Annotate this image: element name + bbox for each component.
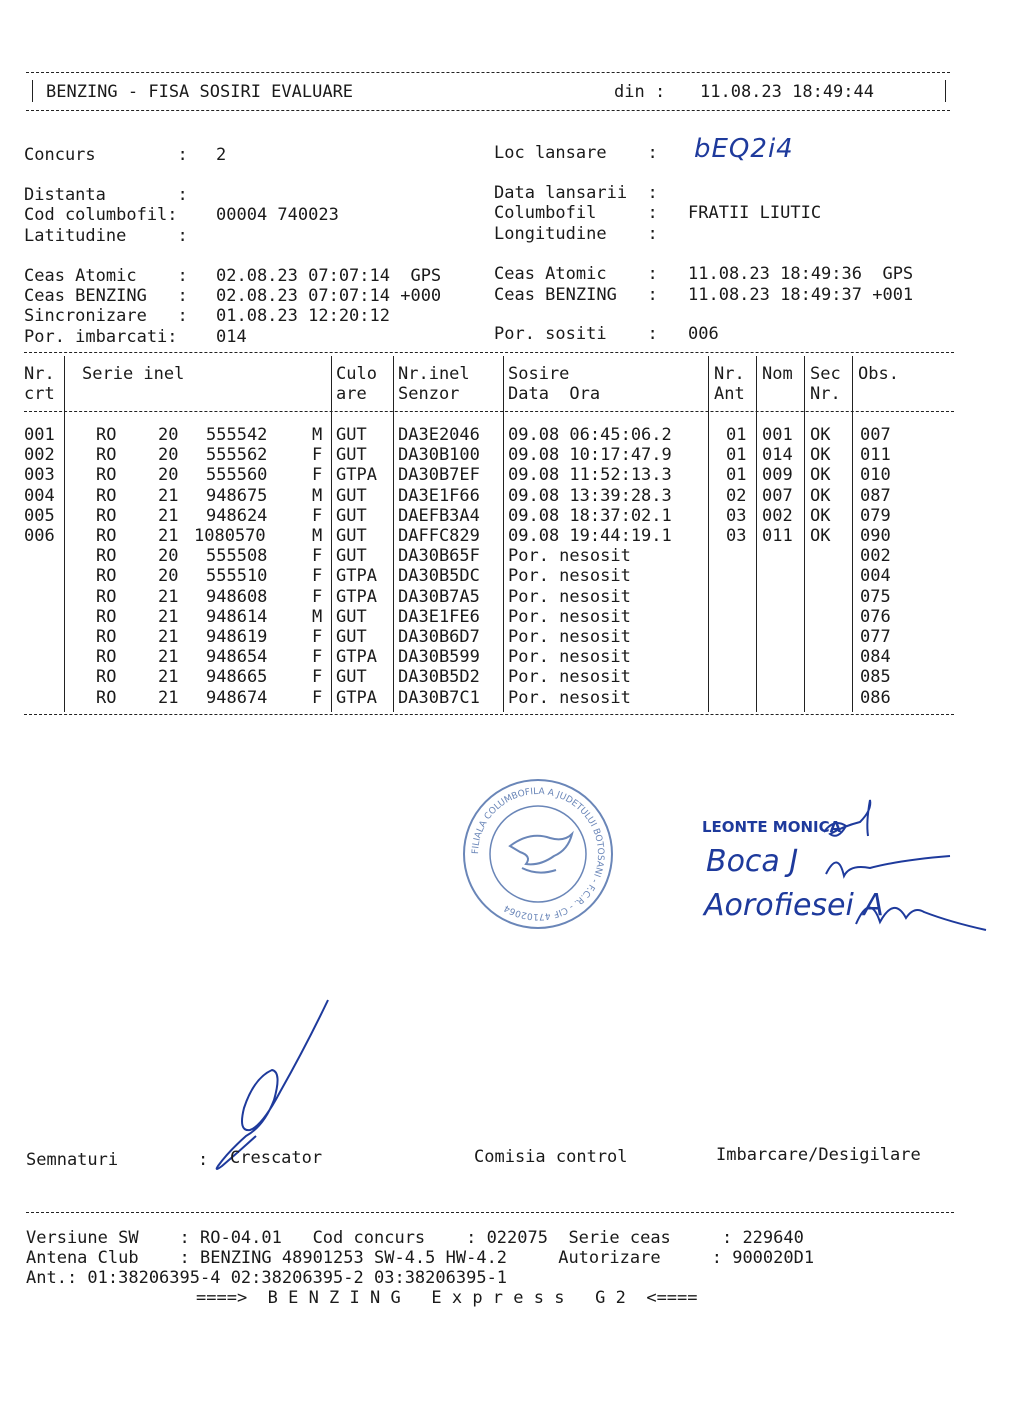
- row-antenna: 01: [726, 425, 747, 445]
- row-country: RO: [96, 445, 117, 466]
- row-arrival: 09.08 10:17:47.9: [508, 445, 672, 466]
- row-country: RO: [96, 667, 117, 688]
- semnaturi-sep: :: [198, 1150, 209, 1170]
- row-sex: F: [312, 647, 323, 668]
- row-year: 21: [158, 687, 179, 708]
- signature-scribble-3: [850, 888, 990, 934]
- row-arrival: Por. nesosit: [508, 566, 631, 587]
- row-arrival: 09.08 19:44:19.1: [508, 526, 672, 546]
- row-sex: M: [312, 526, 323, 546]
- row-sex: F: [312, 566, 323, 587]
- col-serie-header: Serie inel: [82, 364, 185, 384]
- row-arrival: Por. nesosit: [508, 667, 631, 688]
- ceas-atomic-end-label: Ceas Atomic :: [494, 264, 658, 284]
- row-sensor: DA30B6D7: [398, 627, 480, 647]
- row-arrival: Por. nesosit: [508, 687, 631, 708]
- columbofil-value: FRATII LIUTIC: [688, 203, 822, 223]
- row-sensor: DA30B65F: [398, 546, 480, 567]
- loc-lansare-label: Loc lansare :: [494, 143, 658, 163]
- row-color: GUT: [336, 485, 367, 506]
- row-year: 21: [158, 667, 179, 688]
- sincronizare-value: 01.08.23 12:20:12: [216, 306, 390, 326]
- columbofil-label: Columbofil :: [494, 203, 658, 223]
- porumbei-imbarcati-label: Por. imbarcati:: [24, 327, 178, 347]
- row-country: RO: [96, 505, 117, 526]
- row-ring: 555542: [206, 425, 268, 445]
- row-obs: 007: [860, 425, 891, 445]
- footer-line-1: Versiune SW : RO-04.01 Cod concurs : 022075 Serie ceas : 229640: [26, 1228, 804, 1248]
- table-bottom-rule: [24, 714, 954, 715]
- ceas-atomic-start-value: 02.08.23 07:07:14 GPS: [216, 266, 442, 286]
- row-ring: 948619: [206, 627, 268, 647]
- row-year: 20: [158, 445, 179, 466]
- row-sensor: DA30B7C1: [398, 687, 480, 708]
- row-year: 21: [158, 647, 179, 668]
- row-obs: 075: [860, 586, 891, 607]
- row-color: GTPA: [336, 687, 377, 708]
- row-year: 20: [158, 425, 179, 445]
- row-nr: 004: [24, 485, 55, 506]
- row-nr: 005: [24, 505, 55, 526]
- row-ring: 948674: [206, 687, 268, 708]
- row-country: RO: [96, 485, 117, 506]
- row-sex: F: [312, 627, 323, 647]
- row-sensor: DA30B7EF: [398, 465, 480, 486]
- row-sensor: DA3E1F66: [398, 485, 480, 506]
- col-sosire-header-1: Sosire: [508, 364, 570, 384]
- row-color: GTPA: [336, 586, 377, 607]
- row-obs: 077: [860, 627, 891, 647]
- report-title: BENZING - FISA SOSIRI EVALUARE: [46, 82, 354, 102]
- col-senzor-header-1: Nr.inel: [398, 364, 470, 384]
- row-obs: 087: [860, 485, 891, 506]
- col-ant-header-1: Nr.: [714, 364, 745, 384]
- row-nr: 006: [24, 526, 55, 546]
- ceas-benzing-end-label: Ceas BENZING :: [494, 285, 658, 305]
- col-obs-header: Obs.: [858, 364, 899, 384]
- row-color: GUT: [336, 546, 367, 567]
- row-sensor: DA30B5D2: [398, 667, 480, 688]
- row-sensor: DA30B7A5: [398, 586, 480, 607]
- row-country: RO: [96, 586, 117, 607]
- row-color: GUT: [336, 627, 367, 647]
- row-nom: 009: [762, 465, 793, 486]
- row-ring: 555508: [206, 546, 268, 567]
- row-arrival: Por. nesosit: [508, 546, 631, 567]
- row-country: RO: [96, 606, 117, 627]
- col-sep: [503, 356, 504, 712]
- sincronizare-label: Sincronizare :: [24, 306, 188, 326]
- row-sex: F: [312, 465, 323, 486]
- row-country: RO: [96, 546, 117, 567]
- row-country: RO: [96, 526, 117, 546]
- row-nom: 001: [762, 425, 793, 445]
- porumbei-sositi-value: 006: [688, 324, 719, 344]
- col-sep: [393, 356, 394, 712]
- row-sex: M: [312, 606, 323, 627]
- row-sensor: DA30B100: [398, 445, 480, 466]
- porumbei-sositi-label: Por. sositi :: [494, 324, 658, 344]
- row-color: GTPA: [336, 465, 377, 486]
- row-color: GUT: [336, 505, 367, 526]
- row-color: GTPA: [336, 647, 377, 668]
- concurs-label: Concurs :: [24, 145, 188, 165]
- row-color: GUT: [336, 445, 367, 466]
- col-sep: [708, 356, 709, 712]
- row-ring: 555510: [206, 566, 268, 587]
- row-sex: F: [312, 586, 323, 607]
- col-nom-header: Nom: [762, 364, 793, 384]
- imbarcare-desigilare-label: Imbarcare/Desigilare: [716, 1145, 921, 1165]
- row-color: GTPA: [336, 566, 377, 587]
- footer-line-4: ====> B E N Z I N G E x p r e s s G 2 <====: [196, 1288, 698, 1308]
- row-sensor: DA3E2046: [398, 425, 480, 445]
- header-top-rule: [26, 72, 950, 73]
- col-sep: [64, 356, 65, 712]
- row-year: 21: [158, 627, 179, 647]
- signature-scribble-2: [820, 846, 960, 886]
- row-sensor: DA30B599: [398, 647, 480, 668]
- row-color: GUT: [336, 606, 367, 627]
- row-arrival: Por. nesosit: [508, 606, 631, 627]
- row-ring: 948614: [206, 606, 268, 627]
- row-country: RO: [96, 627, 117, 647]
- row-arrival: 09.08 11:52:13.3: [508, 465, 672, 486]
- col-sep: [331, 356, 332, 712]
- row-year: 20: [158, 546, 179, 567]
- signature-line-3: Aorofiesei A: [704, 888, 884, 923]
- crescator-label: Crescator: [230, 1148, 323, 1168]
- row-nr: 001: [24, 425, 55, 445]
- row-year: 20: [158, 566, 179, 587]
- row-sec: OK: [810, 445, 831, 466]
- row-sex: M: [312, 425, 323, 445]
- row-nr: 003: [24, 465, 55, 486]
- col-sosire-header-2: Data Ora: [508, 384, 601, 404]
- row-country: RO: [96, 647, 117, 668]
- ceas-benzing-start-value: 02.08.23 07:07:14 +000: [216, 286, 442, 306]
- col-sep: [852, 356, 853, 712]
- row-antenna: 02: [726, 485, 747, 506]
- row-country: RO: [96, 465, 117, 486]
- row-sex: F: [312, 505, 323, 526]
- club-stamp: [460, 776, 616, 932]
- report-date-label: din :: [614, 82, 666, 102]
- row-nom: 011: [762, 526, 793, 546]
- row-nom: 002: [762, 505, 793, 526]
- row-sex: F: [312, 687, 323, 708]
- row-obs: 076: [860, 606, 891, 627]
- row-obs: 086: [860, 687, 891, 708]
- col-sep: [756, 356, 757, 712]
- row-arrival: 09.08 06:45:06.2: [508, 425, 672, 445]
- cod-columbofil-value: 00004 740023: [216, 205, 339, 225]
- row-year: 21: [158, 606, 179, 627]
- row-arrival: 09.08 18:37:02.1: [508, 505, 672, 526]
- signature-scribble-1: [820, 796, 880, 846]
- row-sex: F: [312, 445, 323, 466]
- header-left-bar: [32, 80, 33, 102]
- ceas-atomic-end-value: 11.08.23 18:49:36 GPS: [688, 264, 914, 284]
- row-ring: 555560: [206, 465, 268, 486]
- cod-columbofil-label: Cod columbofil:: [24, 205, 178, 225]
- row-sex: M: [312, 485, 323, 506]
- row-color: GUT: [336, 425, 367, 445]
- row-nom: 014: [762, 445, 793, 466]
- signature-line-2: Boca J: [706, 844, 799, 879]
- row-sec: OK: [810, 425, 831, 445]
- loc-lansare-value: bEQ2i4: [694, 134, 794, 164]
- longitudine-label: Longitudine :: [494, 224, 658, 244]
- row-sensor: DA3E1FE6: [398, 606, 480, 627]
- row-antenna: 03: [726, 505, 747, 526]
- semnaturi-label: Semnaturi: [26, 1150, 119, 1170]
- row-year: 21: [158, 526, 179, 546]
- row-sec: OK: [810, 505, 831, 526]
- concurs-value: 2: [216, 145, 227, 165]
- footer-line-2: Antena Club : BENZING 48901253 SW-4.5 HW-4.2 Autorizare : 900020D1: [26, 1248, 815, 1268]
- col-ant-header-2: Ant: [714, 384, 745, 404]
- footer-rule: [26, 1212, 954, 1213]
- row-country: RO: [96, 425, 117, 445]
- stamp-ring-text: FILIALA COLUMBOFILA A JUDETULUI BOTOSANI - F.C.R. - CIF 47102064: [470, 786, 606, 922]
- dove-icon: [510, 834, 572, 864]
- row-color: GUT: [336, 526, 367, 546]
- col-sep: [804, 356, 805, 712]
- porumbei-imbarcati-value: 014: [216, 327, 247, 347]
- row-antenna: 01: [726, 465, 747, 486]
- row-nr: 002: [24, 445, 55, 466]
- row-year: 21: [158, 586, 179, 607]
- ceas-atomic-start-label: Ceas Atomic :: [24, 266, 188, 286]
- header-bottom-rule: [26, 110, 950, 111]
- row-color: GUT: [336, 667, 367, 688]
- row-year: 21: [158, 485, 179, 506]
- row-obs: 002: [860, 546, 891, 567]
- row-sec: OK: [810, 485, 831, 506]
- row-ring: 948654: [206, 647, 268, 668]
- row-arrival: 09.08 13:39:28.3: [508, 485, 672, 506]
- row-ring: 948608: [206, 586, 268, 607]
- data-lansarii-label: Data lansarii :: [494, 183, 658, 203]
- row-arrival: Por. nesosit: [508, 627, 631, 647]
- row-sex: F: [312, 546, 323, 567]
- row-year: 20: [158, 465, 179, 486]
- row-sec: OK: [810, 526, 831, 546]
- row-arrival: Por. nesosit: [508, 647, 631, 668]
- row-ring: 948675: [206, 485, 268, 506]
- row-obs: 084: [860, 647, 891, 668]
- row-obs: 085: [860, 667, 891, 688]
- ceas-benzing-start-label: Ceas BENZING :: [24, 286, 188, 306]
- comisia-control-label: Comisia control: [474, 1147, 628, 1167]
- row-nom: 007: [762, 485, 793, 506]
- col-sec-header-1: Sec: [810, 364, 841, 384]
- signature-name-printed: LEONTE MONICA: [702, 818, 842, 836]
- row-ring: 948624: [206, 505, 268, 526]
- row-obs: 090: [860, 526, 891, 546]
- row-obs: 004: [860, 566, 891, 587]
- row-sensor: DAEFB3A4: [398, 505, 480, 526]
- row-year: 21: [158, 505, 179, 526]
- footer-line-3: Ant.: 01:38206395-4 02:38206395-2 03:38206395-1: [26, 1268, 508, 1288]
- row-antenna: 01: [726, 445, 747, 466]
- table-header-rule: [24, 411, 954, 412]
- col-sec-header-2: Nr.: [810, 384, 841, 404]
- row-obs: 010: [860, 465, 891, 486]
- row-country: RO: [96, 687, 117, 708]
- col-crt-header: crt: [24, 384, 55, 404]
- row-sex: F: [312, 667, 323, 688]
- col-senzor-header-2: Senzor: [398, 384, 460, 404]
- row-sensor: DAFFC829: [398, 526, 480, 546]
- table-top-rule: [24, 352, 954, 353]
- col-culoare-header-2: are: [336, 384, 367, 404]
- row-antenna: 03: [726, 526, 747, 546]
- col-nr-header: Nr.: [24, 364, 55, 384]
- row-arrival: Por. nesosit: [508, 586, 631, 607]
- distanta-label: Distanta :: [24, 185, 188, 205]
- col-culoare-header-1: Culo: [336, 364, 377, 384]
- row-sec: OK: [810, 465, 831, 486]
- row-obs: 079: [860, 505, 891, 526]
- ceas-benzing-end-value: 11.08.23 18:49:37 +001: [688, 285, 914, 305]
- row-ring: 948665: [206, 667, 268, 688]
- header-right-bar: [945, 80, 946, 102]
- row-ring: 1080570: [194, 526, 266, 546]
- row-country: RO: [96, 566, 117, 587]
- report-date-value: 11.08.23 18:49:44: [700, 82, 874, 102]
- row-ring: 555562: [206, 445, 268, 466]
- row-sensor: DA30B5DC: [398, 566, 480, 587]
- row-obs: 011: [860, 445, 891, 466]
- latitudine-label: Latitudine :: [24, 226, 188, 246]
